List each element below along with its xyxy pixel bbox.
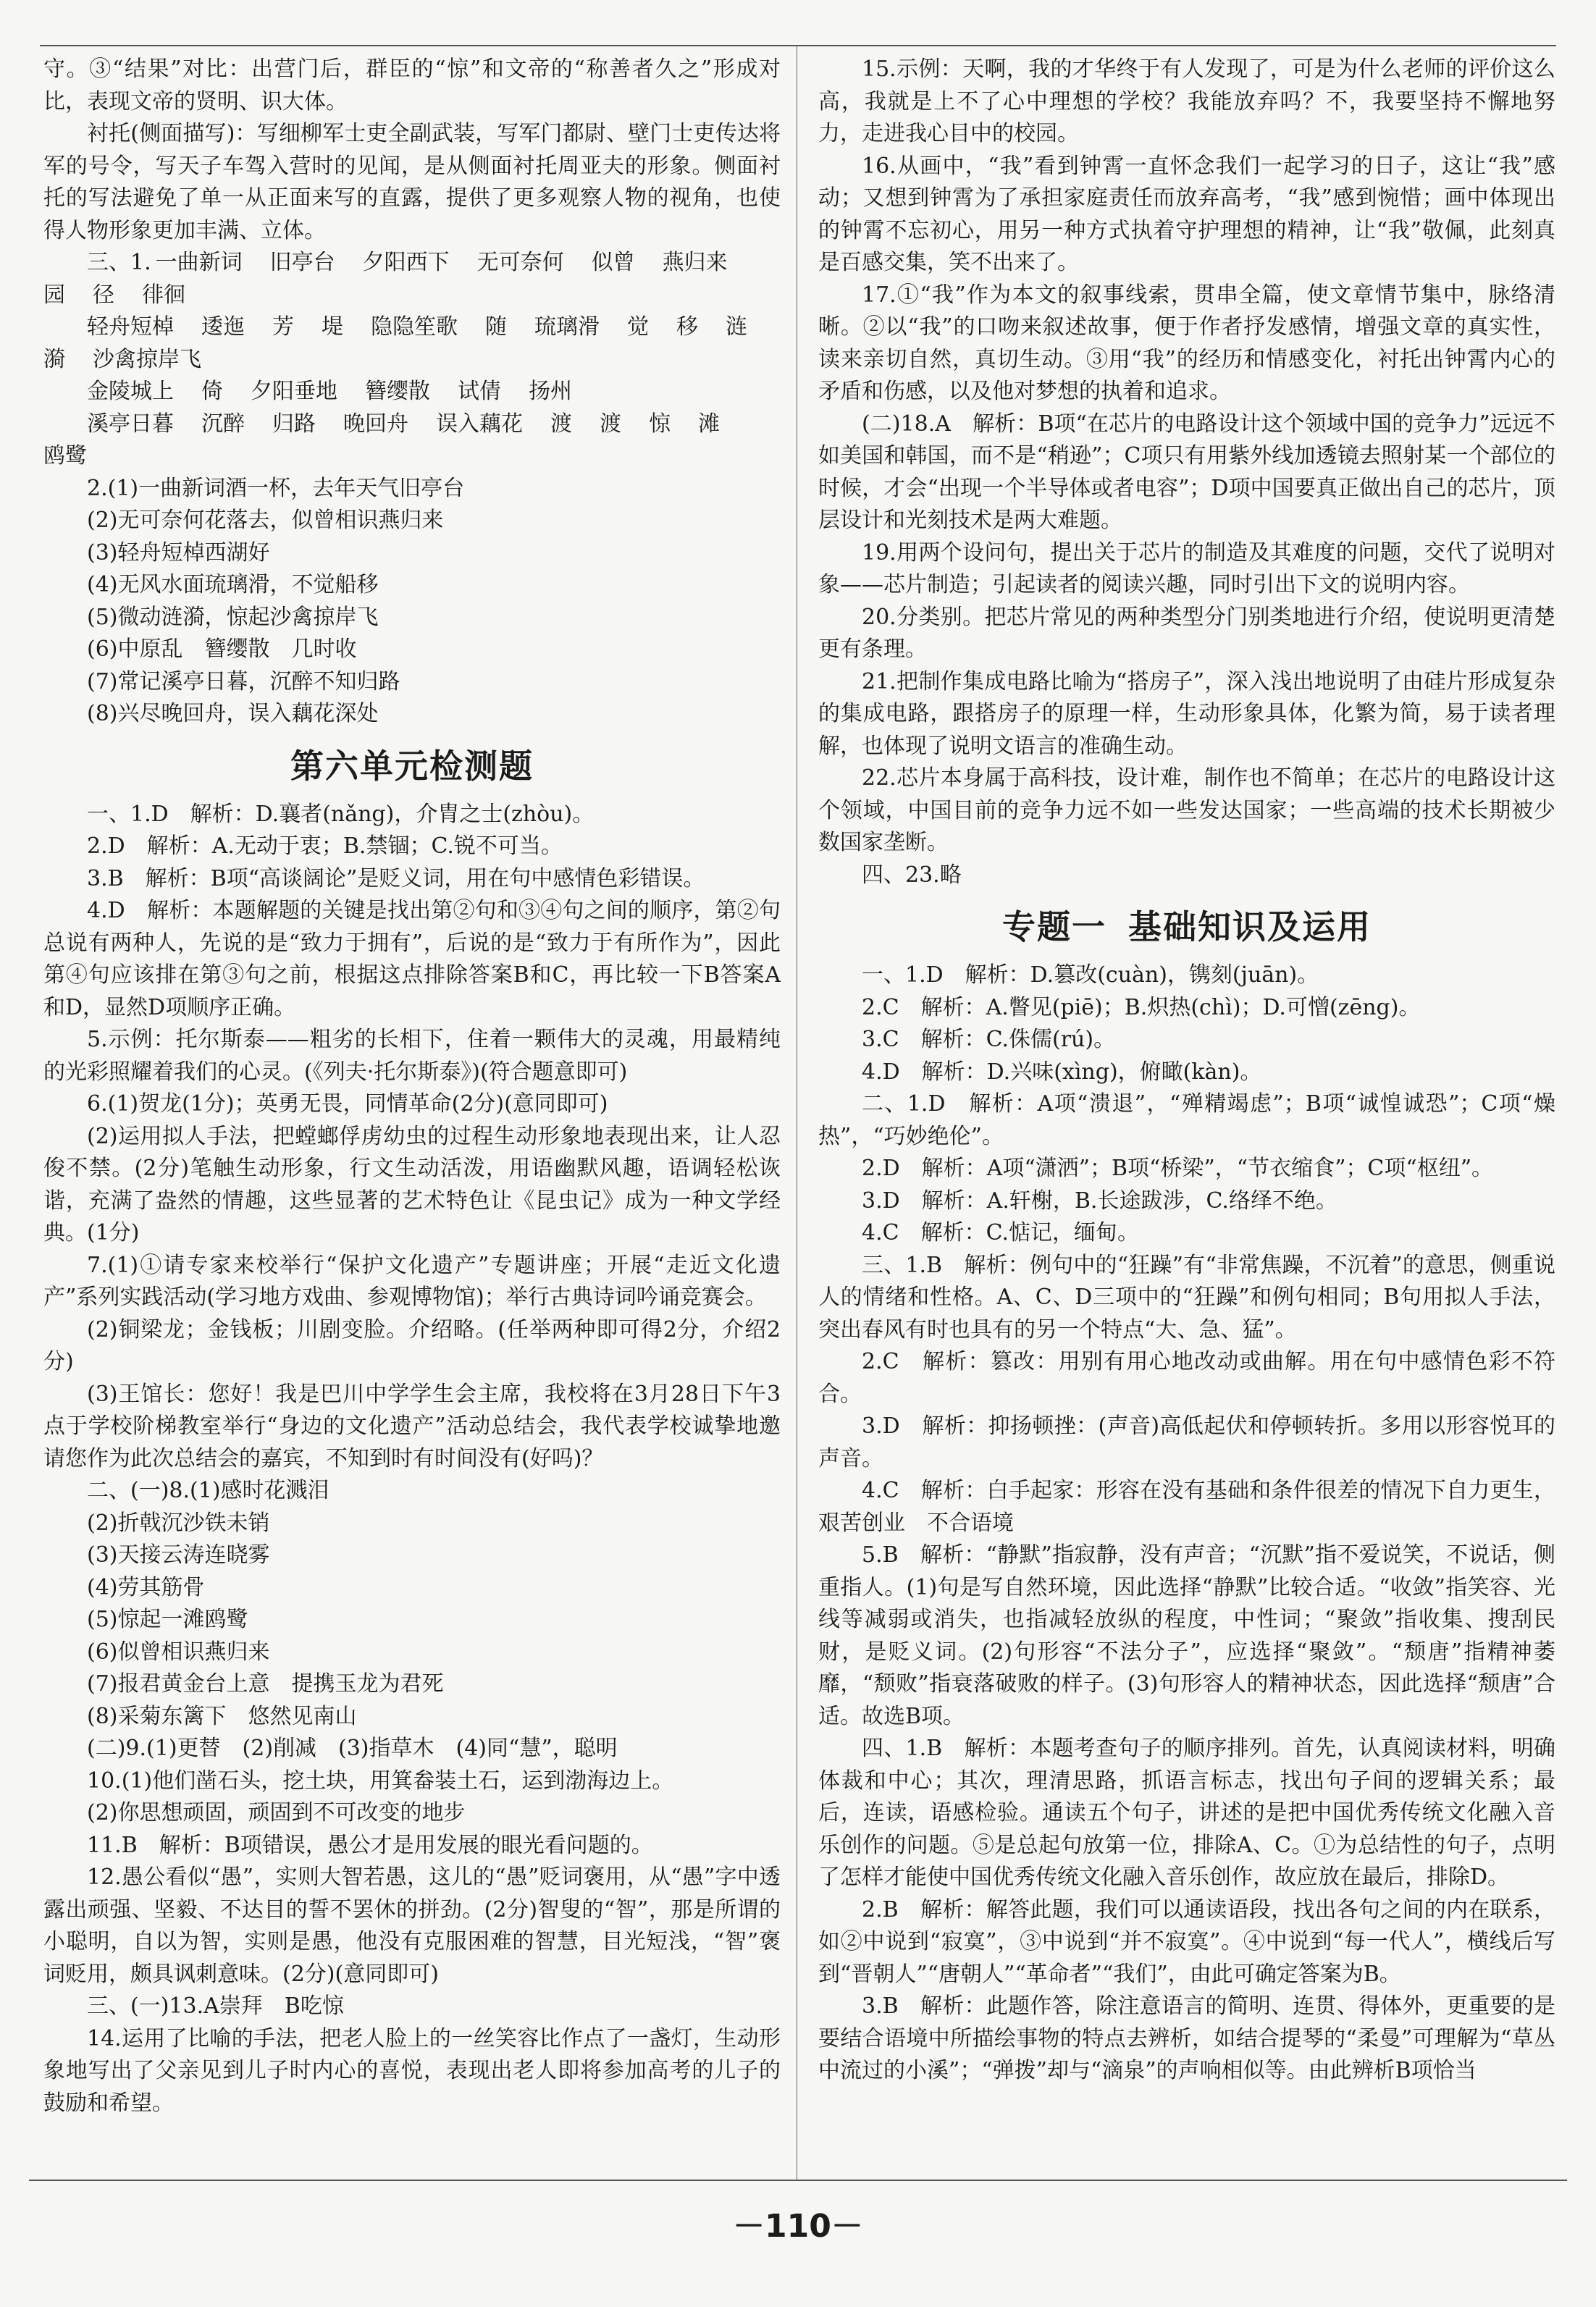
answer-q8: (7)报君黄金台上意 提携玉龙为君死: [87, 1671, 444, 1697]
answer-q14: 14.运用了比喻的手法，把老人脸上的一丝笑容比作点了一盏灯，生动形象地写出了父亲见到儿子时内心的喜悦，表现出老人即将参加高考的儿子的鼓励和希望。: [43, 2025, 781, 2116]
paragraph-foil: 衬托(侧面描写)：写细柳军士吏全副武装，写军门都尉、壁门士吏传达将军的号令，写天子车驾入营时的见闻，是从侧面衬托周亚夫的形象。侧面衬托的写法避免了单一从正面来写的直露，提供了更多观察人物的视角，也使得人物形象更加丰满、立体。: [43, 121, 781, 243]
top-rule: [40, 45, 1556, 46]
answer-line: (8)兴尽晚回舟，误入藕花深处: [87, 701, 379, 726]
answer-q22: 22.芯片本身属于高科技，设计难，制作也不简单；在芯片的电路设计这个领域，中国目前的竞争力远不如一些发达国家；一些高端的技术长期被少数国家垄断。: [818, 765, 1555, 855]
topic-answer: 4.C 解析：C.惦记，缅甸。: [862, 1220, 1139, 1245]
topic-answer: 2.C 解析：篡改：用别有用心地改动或曲解。用在句中感情色彩不符合。: [818, 1349, 1555, 1407]
page-number: －110－: [733, 2208, 863, 2245]
answer-q8: 二、(一)8.(1)感时花溅泪: [87, 1478, 329, 1503]
answer-line: 2.(1)一曲新词酒一杯，去年天气旧亭台: [87, 475, 465, 501]
heading-part-b: 基础知识及运用: [1128, 907, 1372, 946]
topic-answer: 3.D 解析：A.轩榭，B.长途跋涉，C.络绎不绝。: [862, 1188, 1337, 1214]
fill-blank-row: 三、1. 一曲新词 旧亭台 夕阳西下 无可奈何 似曾 燕归来: [43, 247, 781, 280]
fill-blank-row: 溪亭日暮 沉醉 归路 晚回舟 误入藕花 渡 渡 惊 滩: [87, 411, 720, 437]
topic-answer: 三、1.B 解析：例句中的“狂躁”有“非常焦躁，不沉着”的意思，侧重说人的情绪和性格。A、C、D三项中的“狂躁”和例句相同；B句用拟人手法，突出春风有时也具有的另一个特点“大、急、猛”。: [818, 1252, 1555, 1342]
topic-answer: 2.B 解析：解答此题，我们可以通读语段，找出各句之间的内在联系，如②中说到“寂寞”，③中说到“并不寂寞”。④中说到“每一代人”，横线后写到“晋朝人”“唐朝人”“革命者”“我们”，由此可确定答案为B。: [818, 1896, 1555, 1987]
fill-blank-row: 园 径 徘徊: [43, 282, 185, 308]
fill-blank-row: 金陵城上 倚 夕阳垂地 簪缨散 试倩 扬州: [87, 379, 572, 404]
answer-q12: 12.愚公看似“愚”，实则大智若愚，这儿的“愚”贬词褒用，从“愚”字中透露出顽强、坚毅、不达目的誓不罢休的拼劲。(2分)智叟的“智”，那是所谓的小聪明，自以为智，实则是愚，他没有克服困难的智慧，目光短浅，“智”褒词贬用，颇具讽刺意味。(2分)(意同即可): [43, 1865, 781, 1987]
topic-answer: 2.C 解析：A.瞥见(piē)；B.炽热(chì)；D.可憎(zēng)。: [862, 994, 1421, 1020]
answer-q13: 三、(一)13.A崇拜 B吃惊: [87, 1993, 344, 2019]
answer-q8: (5)惊起一滩鸥鹭: [87, 1607, 248, 1632]
answer-q9: (二)9.(1)更替 (2)削减 (3)指草木 (4)同“慧”，聪明: [87, 1736, 618, 1761]
fill-blank-row: 轻舟短棹 逶迤 芳 堤 隐隐笙歌 随 琉璃滑 觉 移 涟: [87, 314, 747, 340]
left-column: [43, 54, 781, 2175]
answer-q4: 4.D 解析：本题解题的关键是找出第②句和③④句之间的顺序，第②句总说有两种人，先说的是“致力于拥有”，后说的是“致力于有所作为”，因此第④句应该排在第③句之前，根据这点排除答案B和C，再比较一下B答案A和D，显然D项顺序正确。: [43, 898, 781, 1020]
topic-answer: 4.D 解析：D.兴味(xìng)，俯瞰(kàn)。: [862, 1059, 1262, 1085]
topic-answer: 2.D 解析：A项“潇洒”；B项“桥梁”，“节衣缩食”；C项“枢纽”。: [862, 1156, 1494, 1181]
item-number: 三、1.: [87, 250, 151, 275]
answer-line: (2)无可奈何花落去，似曾相识燕归来: [87, 508, 444, 533]
answer-q8: (6)似曾相识燕归来: [87, 1639, 270, 1665]
section-heading-topic1: [818, 904, 1555, 949]
answer-q10-1: 10.(1)他们凿石头，挖土块，用箕畚装土石，运到渤海边上。: [87, 1768, 674, 1794]
answer-q23: 四、23.略: [862, 862, 962, 888]
topic-answer: 四、1.B 解析：本题考查句子的顺序排列。首先，认真阅读材料，明确体裁和中心；其次，理清思路，抓语言标志，找出句子间的逻辑关系；最后，连读，语感检验。通读五个句子，讲述的是把中国优秀传统文化融入音乐创作的问题。⑤是总起句放第一位，排除A、C。①为总结性的句子，点明了怎样才能使中国优秀传统文化融入音乐创作，故应放在最后，排除D。: [818, 1736, 1555, 1890]
section-heading-unit6: 第六单元检测题: [290, 746, 534, 786]
answer-q7-1: 7.(1)①请专家来校举行“保护文化遗产”专题讲座；开展“走近文化遗产”系列实践活动(学习地方戏曲、参观博物馆)；举行古典诗词吟诵竞赛会。: [43, 1252, 781, 1310]
answer-q6-1: 6.(1)贺龙(1分)；英勇无畏，同情革命(2分)(意同即可): [87, 1091, 608, 1117]
answer-line: (3)轻舟短棹西湖好: [87, 539, 270, 566]
answer-q8: (8)采菊东篱下 悠然见南山: [87, 1703, 357, 1729]
topic-answer: 一、1.D 解析：D.篡改(cuàn)，镌刻(juān)。: [862, 962, 1319, 988]
answer-q7-2: (2)铜梁龙；金钱板；川剧变脸。介绍略。(任举两种即可得2分，介绍2分): [43, 1316, 781, 1374]
answer-q3: 3.B 解析：B项“高谈阔论”是贬义词，用在句中感情色彩错误。: [87, 865, 705, 891]
answer-line: (5)微动涟漪，惊起沙禽掠岸飞: [87, 604, 379, 630]
topic-answer: 3.B 解析：此题作答，除注意语言的简明、连贯、得体外，更重要的是要结合语境中所描绘事物的特点去辨析，如结合提琴的“柔曼”可理解为“草丛中流过的小溪”；“弹拨”却与“滴泉”的声响相似等。由此辨析B项恰当: [818, 1993, 1555, 2083]
answer-q16: 16.从画中，“我”看到钟霄一直怀念我们一起学习的日子，这让“我”感动；又想到钟霄为了承担家庭责任而放弃高考，“我”感到惋惜；画中体现出的钟霄不忘初心，用另一种方式执着守护理想的精神，让“我”敬佩，此刻真是百感交集，笑不出来了。: [818, 153, 1555, 275]
answer-q1: 一、1.D 解析：D.襄者(nǎng)，介胄之士(zhòu)。: [87, 801, 595, 827]
topic-answer: 5.B 解析：“静默”指寂静，没有声音；“沉默”指不爱说笑，不说话，侧重指人。(1)句是写自然环境，因此选择“静默”比较合适。“收敛”指笑容、光线等减弱或消失，也指减轻放纵的程度，中性词；“聚敛”指收集、搜刮民财，是贬义词。(2)句形容“不法分子”，应选择“聚敛”。“颓唐”指精神萎靡，“颓败”指衰落破败的样子。(3)句形容人的精神状态，因此选择“颓唐”合适。故选B项。: [818, 1542, 1555, 1729]
answer-q8: (2)折戟沉沙铁未销: [87, 1510, 270, 1536]
topic-answer: 3.D 解析：抑扬顿挫：(声音)高低起伏和停顿转折。多用以形容悦耳的声音。: [818, 1413, 1555, 1471]
heading-part-a: 专题一: [1002, 907, 1106, 946]
topic-answer: 二、1.D 解析：A项“溃退”，“殚精竭虑”；B项“诚惶诚恐”；C项“燥热”，“巧妙绝伦”。: [818, 1091, 1555, 1149]
fill-blank-row: 鸥鹭: [43, 443, 87, 468]
answer-q19: 19.用两个设问句，提出关于芯片的制造及其难度的问题，交代了说明对象——芯片制造；引起读者的阅读兴趣，同时引出下文的说明内容。: [818, 539, 1555, 597]
topic-answer: 4.C 解析：白手起家：形容在没有基础和条件很差的情况下自力更生，艰苦创业 不合语境: [818, 1478, 1555, 1536]
bottom-rule: [29, 2180, 1567, 2181]
answer-q15: 15.示例：天啊，我的才华终于有人发现了，可是为什么老师的评价这么高，我就是上不了心中理想的学校？我能放弃吗？不，我要坚持不懈地努力，走进我心目中的校园。: [818, 56, 1555, 146]
paragraph-contrast: 守。③“结果”对比：出营门后，群臣的“惊”和文帝的“称善者久之”形成对比，表现文帝的贤明、识大体。: [43, 56, 781, 114]
answer-line: (4)无风水面琉璃滑，不觉船移: [87, 572, 379, 597]
answer-q2: 2.D 解析：A.无动于衷；B.禁锢；C.锐不可当。: [87, 833, 563, 859]
answer-q20: 20.分类别。把芯片常见的两种类型分门别类地进行介绍，使说明更清楚更有条理。: [818, 604, 1555, 662]
answer-q5: 5.示例：托尔斯泰——粗劣的长相下，住着一颗伟大的灵魂，用最精纯的光彩照耀着我们的心灵。(《列夫·托尔斯泰》)(符合题意即可): [43, 1027, 781, 1085]
answer-q7-3: (3)王馆长：您好！我是巴川中学学生会主席，我校将在3月28日下午3点于学校阶梯教室举行“身边的文化遗产”活动总结会，我代表学校诚挚地邀请您作为此次总结会的嘉宾，不知到时有时间没有(好吗)？: [43, 1381, 781, 1471]
answer-q11: 11.B 解析：B项错误，愚公才是用发展的眼光看问题的。: [87, 1832, 653, 1858]
fill-blank-row: 漪 沙禽掠岸飞: [43, 346, 201, 372]
answer-q8: (4)劳其筋骨: [87, 1574, 205, 1600]
right-column: [818, 54, 1555, 2175]
answer-line: (6)中原乱 簪缨散 几时收: [87, 636, 357, 662]
topic-answer: 3.C 解析：C.侏儒(rú)。: [862, 1027, 1116, 1052]
answer-q10-2: (2)你思想顽固，顽固到不可改变的地步: [87, 1800, 466, 1825]
answer-q6-2: (2)运用拟人手法，把螳螂俘虏幼虫的过程生动形象地表现出来，让人忍俊不禁。(2分)笔触生动形象，行文生动活泼，用语幽默风趣，语调轻松诙谐，充满了盎然的情趣，这些显著的艺术特色让《昆虫记》成为一种文学经典。(1分): [43, 1123, 781, 1245]
answer-q8: (3)天接云涛连晓雾: [87, 1542, 270, 1568]
answer-q18: (二)18.A 解析：B项“在芯片的电路设计这个领域中国的竞争力”远远不如美国和韩国，而不是“稍逊”；C项只有用紫外线加透镜去照射某一个部位的时候，才会“出现一个半导体或者电容”；D项中国要真正做出自己的芯片，顶层设计和光刻技术是两大难题。: [818, 411, 1555, 533]
answer-q17: 17.①“我”作为本文的叙事线索，贯串全篇，使文章情节集中，脉络清晰。②以“我”的口吻来叙述故事，便于作者抒发感情，增强文章的真实性，读来亲切自然，真切生动。③用“我”的经历和情感变化，衬托出钟霄内心的矛盾和伤感，以及他对梦想的执着和追求。: [818, 282, 1555, 404]
answer-q21: 21.把制作集成电路比喻为“搭房子”，深入浅出地说明了由硅片形成复杂的集成电路，跟搭房子的原理一样，生动形象具体，化繁为简，易于读者理解，也体现了说明文语言的准确生动。: [818, 668, 1555, 759]
answer-line: (7)常记溪亭日暮，沉醉不知归路: [87, 668, 400, 694]
